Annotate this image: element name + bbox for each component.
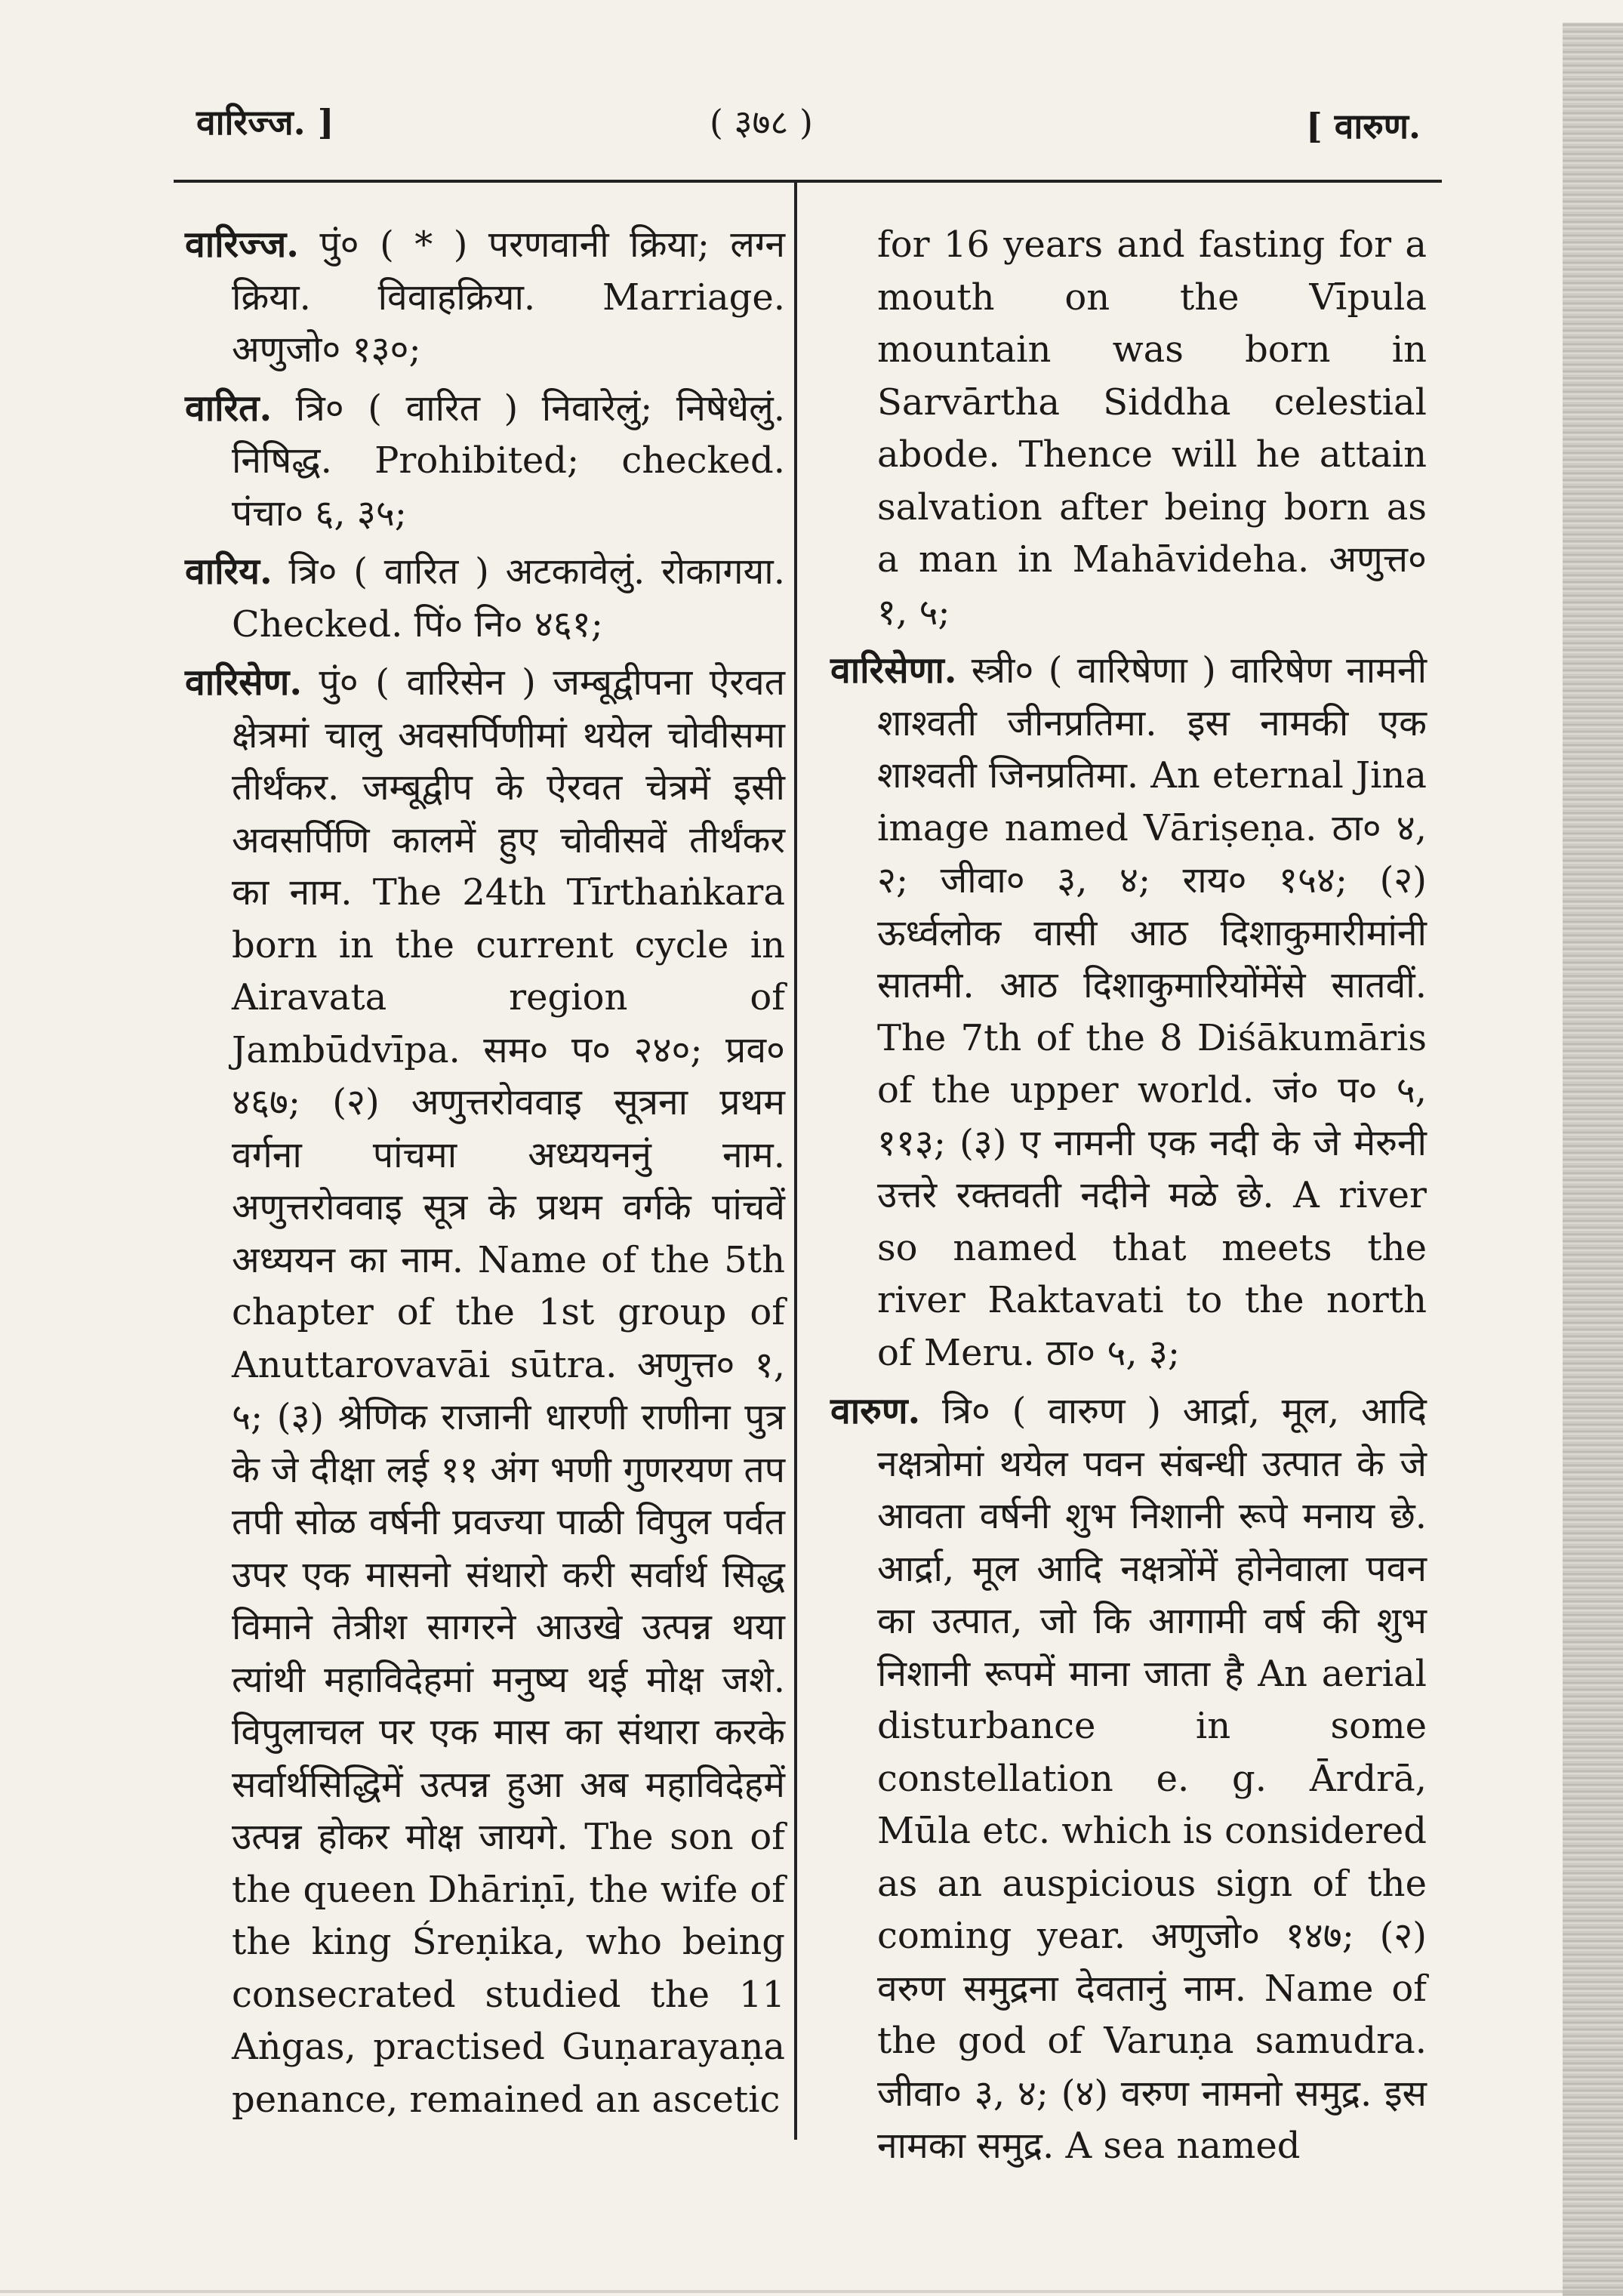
dictionary-entry (830, 1385, 1427, 2173)
entry-text: त्रि० ( वारित ) निवारेलुं; निषेधेलुं. निषिद्ध. Prohibited; checked. पंचा० ६, ३५; (232, 387, 785, 535)
entry-text: त्रि० ( वारुण ) आर्द्रा, मूल, आदि नक्षत्रोमां थयेल पवन संबन्धी उत्पात के जे आवता वर्षनी शुभ निशानी रूपे मनाय छे. आर्द्रा, मूल आदि नक्षत्रोंमें होनेवाला पवन का उत्पात, जो कि आगामी वर्ष की शुभ निशानी रूपमें माना जाता है An aerial disturbance in some constellation e. g. Ārdrā, Mūla etc. which is considered as an auspicious sign of the coming year. अणुजो० १४७; (२) वरुण समुद्रना देवतानुं नाम. Name of the god of Varuṇa samudra. जीवा० ३, ४; (४) वरुण नामनो समुद्र. इस नामका समुद्र. A sea named (877, 1390, 1427, 2167)
right-column (830, 219, 1427, 2173)
header-right-guide-word: [ वारुण. (1306, 106, 1421, 146)
entry-text: पुं० ( वारिसेन ) जम्बूद्वीपना ऐरवत क्षेत्रमां चालु अवसर्पिणीमां थयेल चोवीसमा तीर्थंकर. जम्बूद्वीप के ऐरवत चेत्रमें इसी अवसर्पिणि कालमें हुए चोवीसवें तीर्थंकर का नाम. The 24th Tīrthaṅkara born in the current cycle in Airavata region of Jambūdvīpa. सम० प० २४०; प्रव० ४६७; (२) अणुत्तरोववाइ सूत्रना प्रथम वर्गना पांचमा अध्ययननुं नाम. अणुत्तरोववाइ सूत्र के प्रथम वर्गके पांचवें अध्ययन का नाम. Name of the 5th chapter of the 1st group of Anuttarovavāi sūtra. अणुत्त० १, ५; (३) श्रेणिक राजानी धारणी राणीना पुत्र के जे दीक्षा लई ११ अंग भणी गुणरयण तप तपी सोळ वर्षनी प्रवज्या पाळी विपुल पर्वत उपर एक मासनो संथारो करी सर्वार्थ सिद्ध विमाने तेत्रीश सागरने आउखे उत्पन्न थया त्यांथी महाविदेहमां मनुष्य थई मोक्ष जशे. विपुलाचल पर एक मास का संथारा करके सर्वार्थसिद्धिमें उत्पन्न हुआ अब महाविदेहमें उत्पन्न होकर मोक्ष जायगे. The son of the queen Dhāriṇī, the wife of the king Śreṇika, who being consecrated studied the 11 Aṅgas, practised Guṇarayaṇa penance, remained an ascetic (232, 661, 785, 2121)
entry-headword: वारिय. (185, 550, 273, 593)
dictionary-entry (185, 219, 785, 377)
entry-text: त्रि० ( वारित ) अटकावेलुं. रोकागया. Checked. पिं० नि० ४६१; (232, 550, 785, 646)
dictionary-entry (830, 645, 1427, 1379)
bottom-edge-line (0, 2290, 1623, 2293)
entry-text: पुं० ( * ) परणवानी क्रिया; लग्न क्रिया. विवाहक्रिया. Marriage. अणुजो० १३०; (232, 223, 785, 371)
page-number: ( ३७८ ) (710, 102, 813, 143)
entry-headword: वारिसेण. (185, 661, 303, 704)
dictionary-entry (185, 546, 785, 651)
entry-text: स्त्री० ( वारिषेणा ) वारिषेण नामनी शाश्वती जीनप्रतिमा. इस नामकी एक शाश्वती जिनप्रतिमा. An eternal Jina image named Vāriṣeṇa. ठा० ४, २; जीवा० ३, ४; राय० १५४; (२) ऊर्ध्वलोक वासी आठ दिशाकुमारीमांनी सातमी. आठ दिशाकुमारियोंमेंसे सातवीं. The 7th of the 8 Diśākumāris of the upper world. जं० प० ५, ११३; (३) ए नामनी एक नदी के जे मेरुनी उत्तरे रक्तवती नदीने मळे छे. A river so named that meets the river Raktavati to the north of Meru. ठा० ५, ३; (877, 649, 1427, 1374)
entry-continuation: for 16 years and fasting for a mouth on the Vīpula mountain was born in Sarvārtha Siddha celestial abode. Thence will he attain salvation after being born as a man in Mahāvideha. अणुत्त० १, ५; (877, 223, 1427, 633)
dictionary-entry (185, 657, 785, 2126)
left-column (185, 219, 785, 2126)
dictionary-entry (185, 383, 785, 541)
header-left-guide-word: वारिज्ज. ] (196, 102, 334, 143)
header-rule (174, 180, 1442, 183)
entry-headword: वारुण. (830, 1390, 921, 1432)
entry-headword: वारिज्ज. (185, 223, 299, 266)
column-divider (794, 183, 797, 2140)
entry-headword: वारिसेणा. (830, 649, 957, 692)
page-header (0, 83, 1623, 159)
page-edge-shadow (1563, 23, 1623, 2296)
entry-headword: वारित. (185, 387, 273, 430)
